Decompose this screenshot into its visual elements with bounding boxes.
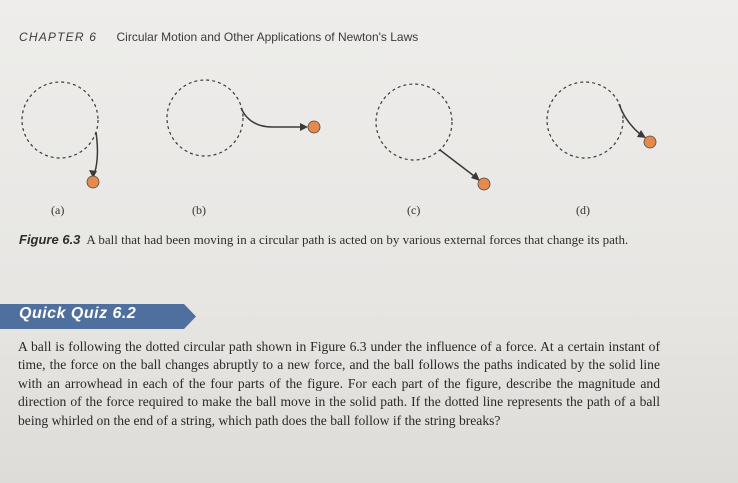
panel-c-dotted-circle (376, 84, 452, 160)
panel-d-ball (644, 136, 656, 148)
panel-b-ball (308, 121, 320, 133)
panel-c-arrowhead (471, 172, 480, 181)
figure-number: Figure 6.3 (19, 232, 81, 247)
chapter-title: Circular Motion and Other Applications of Newton's Laws (116, 30, 419, 44)
panel-c-diagram (376, 84, 490, 190)
panel-d-dotted-circle (547, 82, 623, 158)
panel-b-diagram (167, 80, 320, 156)
panel-c-solid-path (440, 150, 478, 179)
panel-c-ball (478, 178, 490, 190)
figure-6-3 (0, 0, 738, 225)
quiz-title: Quick Quiz 6.2 (19, 305, 137, 322)
panel-d-diagram (547, 82, 656, 158)
panel-d-arrowhead (637, 130, 646, 138)
panel-d-label: (d) (576, 203, 590, 217)
panel-a-label: (a) (51, 203, 65, 217)
figure-caption (19, 231, 679, 248)
panel-a-diagram (22, 82, 99, 188)
panel-b-label: (b) (192, 203, 206, 217)
panel-b-solid-path (241, 108, 306, 127)
panel-b-arrowhead (300, 123, 308, 131)
caption-text: A ball that had been moving in a circular path is acted on by various external forces that change its path. (86, 232, 629, 247)
quiz-body-text: A ball is following the dotted circular path shown in Figure 6.3 under the influence of a force. At a certain instant of time, the force on the ball changes abruptly to a new force, and the ball follows the paths indicated by the solid line with an arrowhead in each of the four parts of the figure. For each part of the figure, describe the magnitude and direction of the force required to make the ball move in the solid path. If the dotted line represents the path of a ball being whirled on the end of a string, which path does the ball follow if the string breaks? (18, 339, 660, 428)
panel-c-label: (c) (407, 203, 421, 217)
panel-a-ball (87, 176, 99, 188)
chapter-label: CHAPTER 6 (19, 30, 98, 44)
panel-b-dotted-circle (167, 80, 243, 156)
panel-a-dotted-circle (22, 82, 98, 158)
